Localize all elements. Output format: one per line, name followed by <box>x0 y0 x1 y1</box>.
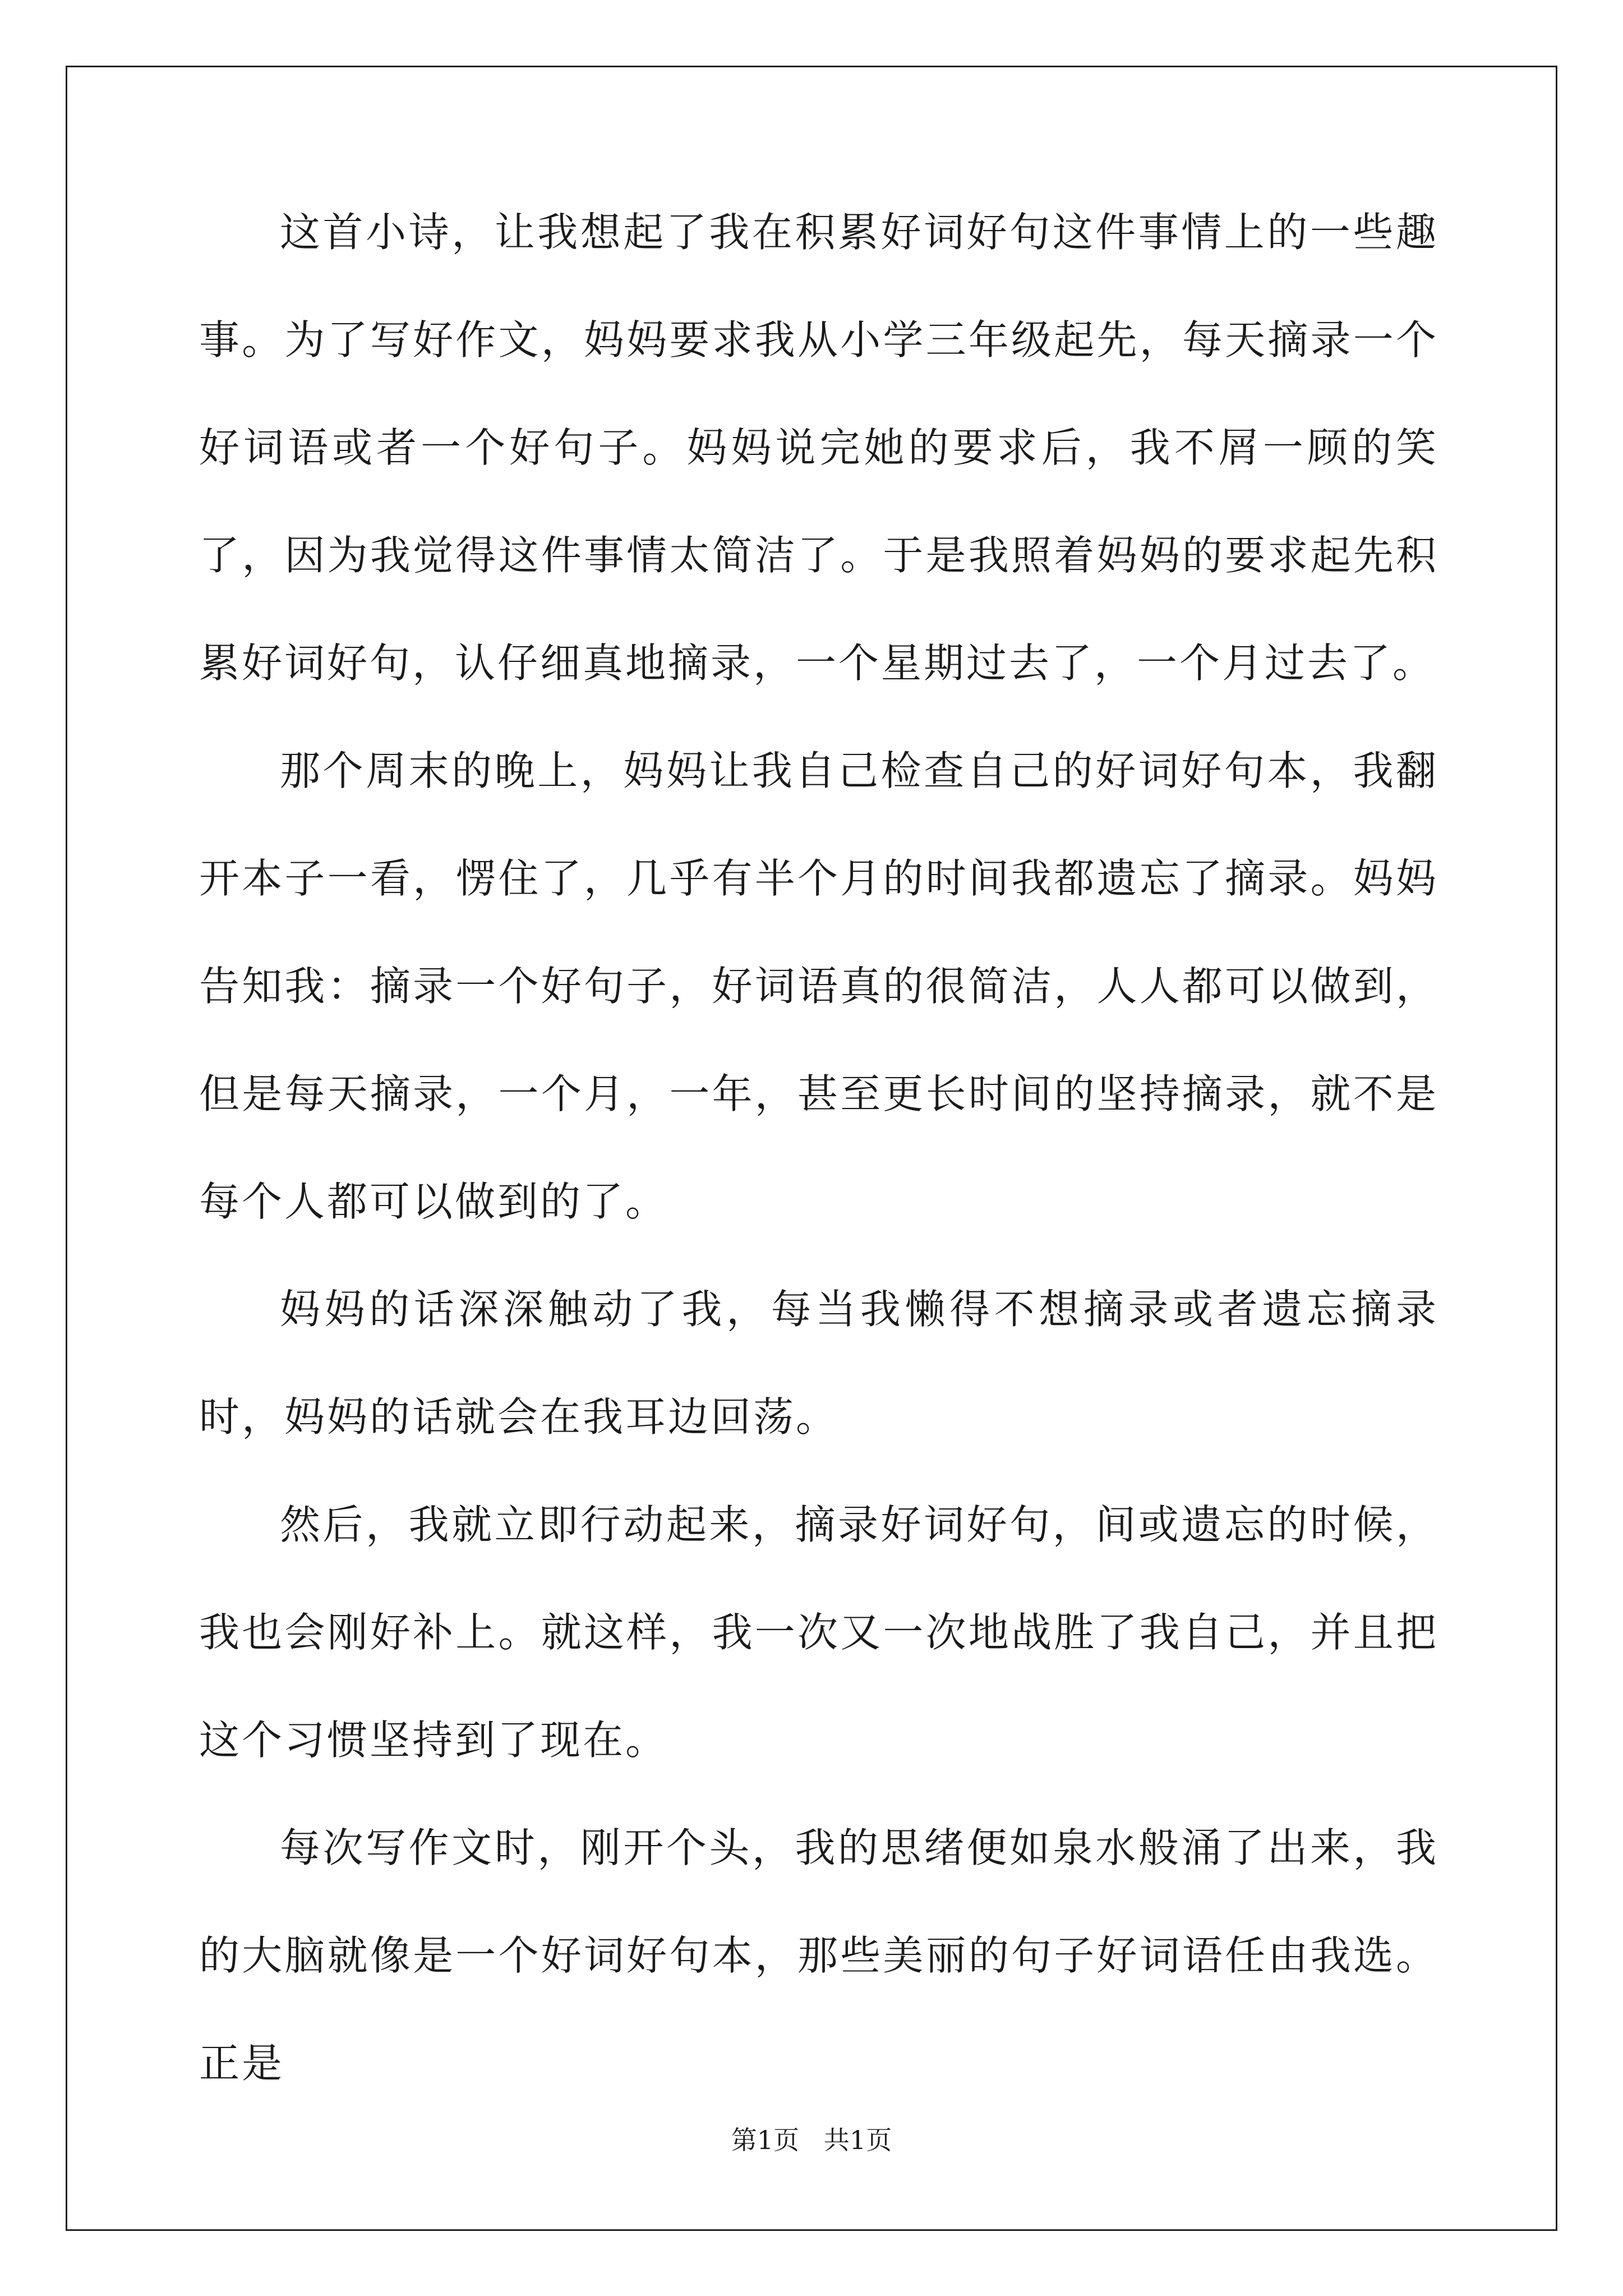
paragraph-2: 那个周末的晚上，妈妈让我自己检查自己的好词好句本，我翻开本子一看，愣住了，几乎有半个月的时间我都遗忘了摘录。妈妈告知我：摘录一个好句子，好词语真的很简洁，人人都可以做到，但是每天摘录，一个月，一年，甚至更长时间的坚持摘录，就不是每个人都可以做到的了。 <box>199 747 1438 1225</box>
paragraph-5: 每次写作文时，刚开个头，我的思绪便如泉水般涌了出来，我的大脑就像是一个好词好句本，那些美丽的句子好词语任由我选。正是 <box>199 1824 1438 2087</box>
paragraph-3: 妈妈的话深深触动了我，每当我懒得不想摘录或者遗忘摘录时，妈妈的话就会在我耳边回荡。 <box>199 1286 1438 1441</box>
page-footer: 第1页 共1页 <box>731 2125 892 2155</box>
document-body <box>199 178 1438 2117</box>
paragraph-1: 这首小诗，让我想起了我在积累好词好句这件事情上的一些趣事。为了写好作文，妈妈要求我从小学三年级起先，每天摘录一个好词语或者一个好句子。妈妈说完她的要求后，我不屑一顾的笑了，因为我觉得这件事情太简洁了。于是我照着妈妈的要求起先积累好词好句，认仔细真地摘录，一个星期过去了，一个月过去了。 <box>199 209 1438 687</box>
paragraph-4: 然后，我就立即行动起来，摘录好词好句，间或遗忘的时候，我也会刚好补上。就这样，我一次又一次地战胜了我自己，并且把这个习惯坚持到了现在。 <box>199 1501 1438 1764</box>
